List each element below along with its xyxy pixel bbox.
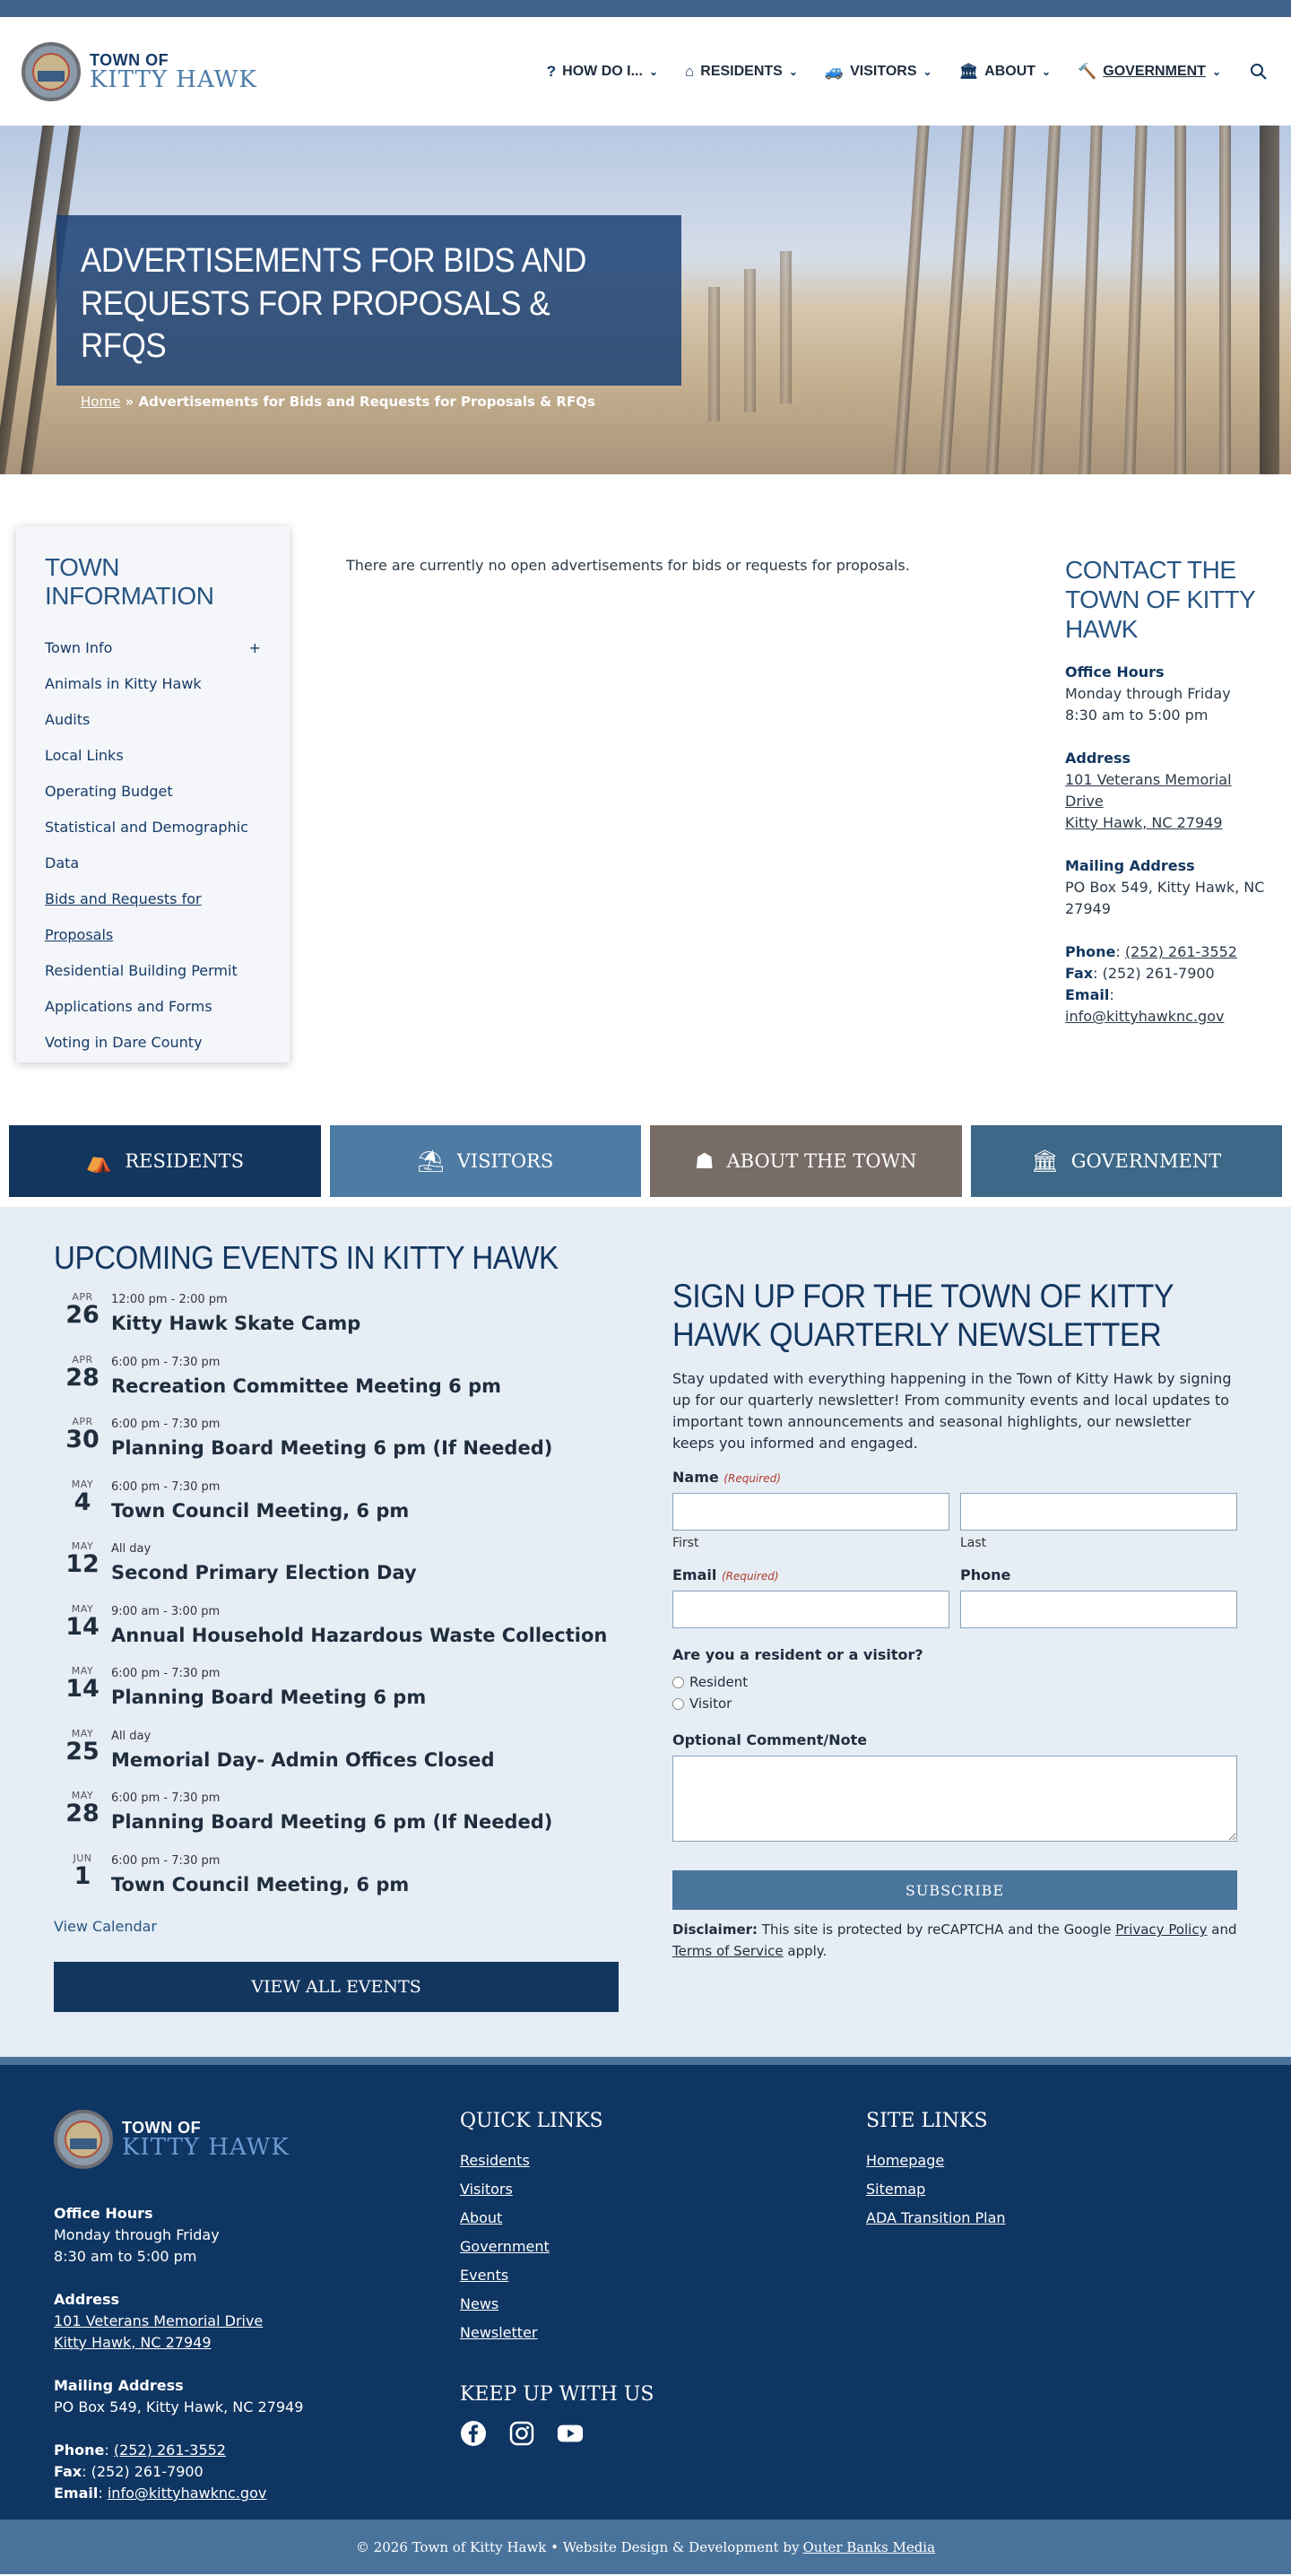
sidebar-item-label: Residential Building Permit Applications and Forms xyxy=(45,962,238,1015)
address-line2-link[interactable]: Kitty Hawk, NC 27949 xyxy=(1065,814,1223,831)
nav-label: GOVERNMENT xyxy=(1103,63,1206,79)
sidebar-item-label: Bids and Requests for Proposals xyxy=(45,890,202,943)
quick-link-visitors[interactable]: Visitors xyxy=(460,2181,513,2198)
home-icon: ⌂ xyxy=(685,62,695,80)
event-day: 1 xyxy=(74,1861,91,1890)
event-month: MAY xyxy=(71,1790,94,1801)
building-icon: 🏛 xyxy=(1031,1149,1059,1174)
events-title: UPCOMING EVENTS IN KITTY HAWK xyxy=(54,1239,559,1276)
event-item[interactable] xyxy=(54,1354,619,1417)
events-newsletter-band xyxy=(0,1207,1291,2065)
office-hours-times: 8:30 am to 5:00 pm xyxy=(1065,707,1209,724)
quick-links-title: QUICK LINKS xyxy=(460,2110,603,2132)
radio-label: Visitor xyxy=(689,1696,732,1712)
logo-small-text: TOWN OF xyxy=(90,50,169,69)
nav-label: VISITORS xyxy=(850,63,917,79)
site-header xyxy=(0,17,1291,126)
event-month: MAY xyxy=(71,1540,94,1552)
social-links xyxy=(460,2420,866,2447)
nav-how-do-i[interactable] xyxy=(547,63,658,81)
view-all-events-button[interactable]: VIEW ALL EVENTS xyxy=(54,1962,619,2012)
question-icon: ? xyxy=(546,62,557,80)
footer-mailing-value: PO Box 549, Kitty Hawk, NC 27949 xyxy=(54,2398,304,2416)
event-date xyxy=(54,1728,111,1765)
event-time: All day xyxy=(111,1542,152,1556)
sidebar-item-label: Audits xyxy=(45,711,91,728)
disclaimer-label: Disclaimer: xyxy=(672,1921,758,1938)
main-nav xyxy=(547,61,1269,82)
logo-small-text: TOWN OF xyxy=(122,2119,202,2137)
hero-title-box xyxy=(56,215,681,410)
sidebar-item-animals[interactable] xyxy=(45,666,261,702)
event-time: 6:00 pm - 7:30 pm xyxy=(111,1853,221,1868)
nav-label: HOW DO I... xyxy=(562,63,643,79)
quick-tiles xyxy=(0,1125,1291,1197)
site-link-sitemap[interactable]: Sitemap xyxy=(866,2181,926,2198)
tile-label: ABOUT THE TOWN xyxy=(726,1150,917,1172)
nav-label: RESIDENTS xyxy=(700,63,783,79)
tile-residents[interactable] xyxy=(9,1125,321,1197)
building-icon: 🏛 xyxy=(958,62,979,80)
disclaimer-text: This site is protected by reCAPTCHA and the Google xyxy=(758,1921,1116,1938)
top-accent-bar xyxy=(0,0,1291,17)
sidebar-item-statistical-data[interactable] xyxy=(45,810,261,881)
event-time: All day xyxy=(111,1729,152,1743)
fence-post xyxy=(1219,126,1231,474)
event-date xyxy=(54,1790,111,1826)
subscribe-button[interactable]: SUBSCRIBE xyxy=(672,1870,1237,1910)
event-date xyxy=(54,1291,111,1328)
phone-field-label: Phone xyxy=(960,1566,1011,1583)
event-date xyxy=(54,1354,111,1391)
newsletter-description: Stay updated with everything happening in the Town of Kitty Hawk by signing up for our quarterly newsletter! From community events and local updates to important town announcements and seasonal highlights, our newsletter keeps you informed and engaged. xyxy=(672,1370,1232,1452)
office-hours-days: Monday through Friday xyxy=(1065,685,1231,702)
fence-post xyxy=(1079,126,1103,474)
town-seal-icon xyxy=(54,2110,113,2169)
events-section xyxy=(54,1239,619,2057)
first-name-input[interactable] xyxy=(672,1493,949,1531)
event-day: 12 xyxy=(65,1550,100,1578)
event-item[interactable] xyxy=(54,1852,619,1915)
breadcrumb-home-link[interactable]: Home xyxy=(81,393,121,410)
youtube-icon[interactable] xyxy=(557,2420,584,2447)
event-date xyxy=(54,1665,111,1702)
radio-resident[interactable] xyxy=(672,1674,1237,1690)
radio-label: Resident xyxy=(689,1674,749,1690)
fence-post xyxy=(893,126,929,474)
nav-about[interactable] xyxy=(959,63,1052,81)
event-title[interactable]: Town Council Meeting, 6 pm xyxy=(111,1873,410,1895)
footer-fax-label: Fax xyxy=(54,2463,82,2480)
address-line1-link[interactable]: 101 Veterans Memorial Drive xyxy=(1065,771,1232,810)
footer-site-links-column xyxy=(866,2110,1006,2520)
footer-mailing-label: Mailing Address xyxy=(54,2377,184,2394)
first-name-sublabel: First xyxy=(672,1536,699,1550)
footer-address-label: Address xyxy=(54,2291,120,2308)
radio-circle[interactable] xyxy=(672,1677,684,1688)
last-name-input[interactable] xyxy=(960,1493,1237,1531)
phone-label: Phone xyxy=(1065,943,1116,960)
tile-label: RESIDENTS xyxy=(125,1150,245,1172)
event-day: 26 xyxy=(65,1301,100,1329)
event-month: APR xyxy=(72,1353,93,1366)
event-item[interactable] xyxy=(54,1665,619,1728)
event-date xyxy=(54,1603,111,1640)
event-day: 28 xyxy=(65,1800,100,1827)
tile-about-town[interactable] xyxy=(650,1125,962,1197)
hero-banner xyxy=(0,126,1291,474)
recaptcha-disclaimer xyxy=(672,1919,1237,1962)
footer-email-link[interactable]: info@kittyhawknc.gov xyxy=(107,2485,267,2502)
event-item[interactable] xyxy=(54,1728,619,1791)
radio-visitor[interactable] xyxy=(672,1696,1237,1712)
event-title[interactable]: Second Primary Election Day xyxy=(111,1562,417,1583)
sidebar-item-label: Statistical and Demographic Data xyxy=(45,819,248,872)
name-label xyxy=(672,1469,1237,1486)
required-marker: (Required) xyxy=(723,1472,781,1485)
footer-email-label: Email xyxy=(54,2485,99,2502)
chevron-down-icon: ⌄ xyxy=(648,65,658,78)
car-icon: 🚙 xyxy=(824,62,845,80)
email-label-text: Email xyxy=(672,1566,717,1583)
quick-link-government[interactable]: Government xyxy=(460,2238,550,2255)
sidebar-item-building-permit[interactable] xyxy=(45,953,261,1025)
event-month: JUN xyxy=(73,1852,92,1864)
office-hours-label: Office Hours xyxy=(1065,664,1165,681)
footer-logo[interactable] xyxy=(54,2110,460,2169)
site-footer xyxy=(0,2065,1291,2520)
nav-government[interactable] xyxy=(1078,63,1221,81)
umbrella-icon: ⛱ xyxy=(417,1149,445,1174)
copyright-bar xyxy=(0,2520,1291,2574)
disclaimer-apply: apply. xyxy=(783,1943,827,1959)
required-marker: (Required) xyxy=(721,1570,779,1583)
event-month: APR xyxy=(72,1416,93,1427)
fax-value: (252) 261-7900 xyxy=(1102,965,1215,982)
comment-label: Optional Comment/Note xyxy=(672,1731,868,1748)
search-icon xyxy=(1250,63,1268,81)
event-title[interactable]: Kitty Hawk Skate Camp xyxy=(111,1313,361,1334)
fax-label: Fax xyxy=(1065,965,1094,982)
event-month: MAY xyxy=(71,1665,94,1677)
content-area xyxy=(0,474,1291,1125)
event-item[interactable] xyxy=(54,1603,619,1666)
events-list xyxy=(54,1291,619,1914)
footer-phone-label: Phone xyxy=(54,2442,105,2459)
nav-label: ABOUT xyxy=(984,63,1036,79)
event-item[interactable] xyxy=(54,1479,619,1541)
town-icon: ☗ xyxy=(694,1149,715,1174)
mailing-address-label: Mailing Address xyxy=(1065,857,1195,874)
site-logo[interactable] xyxy=(22,42,257,101)
footer-info-column: TOWN OF KITTY HAWK Office Hours Monday through Friday 8:30 am to 5:00 pm Address 101 Veterans Memorial Drive Kitty Hawk, NC 27949 Mailing Address PO Box 549, Kitty Hawk, NC 27949 Phone: (252) 261-3552 Fax: (252) 261-7900 Email: info@kittyhawknc.gov xyxy=(54,2110,460,2520)
privacy-policy-link[interactable]: Privacy Policy xyxy=(1115,1921,1208,1938)
nav-residents[interactable] xyxy=(685,63,798,81)
mailing-address-value: PO Box 549, Kitty Hawk, NC 27949 xyxy=(1065,879,1265,917)
event-title[interactable]: Planning Board Meeting 6 pm (If Needed) xyxy=(111,1811,553,1833)
sidebar-item-audits[interactable] xyxy=(45,702,261,738)
search-button[interactable] xyxy=(1248,61,1269,82)
fence-post xyxy=(986,126,1016,474)
page-title: ADVERTISEMENTS FOR BIDS AND REQUESTS FOR PROPOSALS & RFQS xyxy=(81,242,586,365)
fence-post xyxy=(708,287,720,421)
quick-link-events[interactable]: Events xyxy=(460,2267,509,2284)
sidebar-item-label: Animals in Kitty Hawk xyxy=(45,675,202,692)
chevron-down-icon: ⌄ xyxy=(788,65,798,78)
sidebar-item-town-info[interactable] xyxy=(45,630,261,666)
event-time: 6:00 pm - 7:30 pm xyxy=(111,1791,221,1805)
event-time: 12:00 pm - 2:00 pm xyxy=(111,1293,228,1306)
quick-link-about[interactable]: About xyxy=(460,2209,503,2226)
footer-phone-link[interactable]: (252) 261-3552 xyxy=(113,2442,226,2459)
event-day: 14 xyxy=(65,1612,100,1641)
sidebar-item-local-links[interactable] xyxy=(45,738,261,774)
sidebar-item-voting[interactable] xyxy=(45,1025,261,1061)
event-date xyxy=(54,1416,111,1453)
phone-input[interactable] xyxy=(960,1591,1237,1628)
gavel-icon: 🔨 xyxy=(1078,62,1097,80)
event-day: 25 xyxy=(65,1737,100,1765)
footer-address-line2[interactable]: Kitty Hawk, NC 27949 xyxy=(54,2334,212,2351)
event-item[interactable] xyxy=(54,1291,619,1354)
sidebar xyxy=(16,526,290,1062)
developer-link[interactable]: Outer Banks Media xyxy=(802,2538,936,2555)
event-date xyxy=(54,1852,111,1889)
event-month: MAY xyxy=(71,1727,94,1739)
sidebar-item-label: Operating Budget xyxy=(45,783,173,800)
footer-fax-value: (252) 261-7900 xyxy=(91,2463,204,2480)
fence-post xyxy=(938,126,974,474)
quick-link-residents[interactable]: Residents xyxy=(460,2152,530,2169)
email-label: Email xyxy=(1065,986,1110,1003)
event-date xyxy=(54,1540,111,1577)
quick-link-news[interactable]: News xyxy=(460,2295,499,2312)
disclaimer-and: and xyxy=(1207,1921,1237,1938)
event-item[interactable] xyxy=(54,1790,619,1852)
event-title[interactable]: Annual Household Hazardous Waste Collection xyxy=(111,1624,608,1646)
logo-big-text: KITTY HAWK xyxy=(90,65,257,93)
fence-post xyxy=(1260,126,1279,474)
email-field-label xyxy=(672,1566,949,1583)
footer-address-line1[interactable]: 101 Veterans Memorial Drive xyxy=(54,2312,264,2329)
event-time: 6:00 pm - 7:30 pm xyxy=(111,1355,221,1369)
address-label: Address xyxy=(1065,750,1131,767)
sidebar-item-label: Voting in Dare County xyxy=(45,1034,203,1051)
site-link-homepage[interactable]: Homepage xyxy=(866,2152,945,2169)
breadcrumb xyxy=(81,394,657,410)
main-message: There are currently no open advertisements for bids or requests for proposals. xyxy=(346,557,910,574)
event-title[interactable]: Town Council Meeting, 6 pm xyxy=(111,1499,410,1522)
event-item[interactable] xyxy=(54,1540,619,1603)
fence-post xyxy=(1174,126,1186,474)
event-time: 6:00 pm - 7:30 pm xyxy=(111,1667,221,1680)
phone-link[interactable]: (252) 261-3552 xyxy=(1124,943,1237,960)
sidebar-item-operating-budget[interactable] xyxy=(45,774,261,810)
residents-icon: ⛺ xyxy=(85,1149,113,1174)
tile-government[interactable] xyxy=(971,1125,1283,1197)
newsletter-section xyxy=(672,1239,1237,2057)
fence-post xyxy=(1031,126,1061,474)
event-day: 30 xyxy=(65,1426,100,1453)
copyright-text: © 2026 Town of Kitty Hawk • Website Design & Development by xyxy=(355,2538,800,2555)
breadcrumb-separator: » xyxy=(120,393,139,410)
fence-post xyxy=(744,269,756,412)
event-day: 28 xyxy=(65,1363,100,1392)
event-month: MAY xyxy=(71,1478,94,1490)
sidebar-item-bids-proposals[interactable] xyxy=(45,881,261,953)
event-date xyxy=(54,1479,111,1515)
event-day: 4 xyxy=(74,1487,91,1516)
event-title[interactable]: Planning Board Meeting 6 pm xyxy=(111,1687,427,1708)
facebook-icon[interactable] xyxy=(460,2420,487,2447)
event-month: MAY xyxy=(71,1602,94,1615)
site-links-title: SITE LINKS xyxy=(866,2110,988,2132)
site-link-ada-plan[interactable]: ADA Transition Plan xyxy=(866,2209,1006,2226)
tile-label: VISITORS xyxy=(456,1150,554,1172)
comment-textarea[interactable] xyxy=(672,1756,1237,1842)
sidebar-title: TOWN INFORMATION xyxy=(45,553,214,610)
resident-question: Are you a resident or a visitor? xyxy=(672,1646,923,1663)
radio-circle[interactable] xyxy=(672,1698,684,1710)
event-title[interactable]: Recreation Committee Meeting 6 pm xyxy=(111,1375,501,1397)
terms-link[interactable]: Terms of Service xyxy=(672,1943,784,1959)
logo-big-text: KITTY HAWK xyxy=(122,2134,290,2161)
footer-office-days: Monday through Friday xyxy=(54,2226,220,2243)
nav-visitors[interactable] xyxy=(825,63,932,81)
event-time: 9:00 am - 3:00 pm xyxy=(111,1604,221,1618)
contact-panel: CONTACT THE TOWN OF KITTY HAWK Office Hours Monday through Friday 8:30 am to 5:00 pm Address 101 Veterans Memorial Drive Kitty Hawk, NC 27949 Mailing Address PO Box 549, Kitty Hawk, NC 27949 Phone: (252) 261-3552 Fax: (252) 261-7900 Email: info@kittyhawknc.gov xyxy=(1065,526,1271,1125)
view-calendar-link[interactable]: View Calendar xyxy=(54,1918,157,1935)
email-input[interactable] xyxy=(672,1591,949,1628)
chevron-down-icon: ⌄ xyxy=(923,65,932,78)
fence-post xyxy=(1123,126,1148,474)
footer-office-times: 8:30 am to 5:00 pm xyxy=(54,2248,197,2265)
event-item[interactable] xyxy=(54,1416,619,1479)
social-title: KEEP UP WITH US xyxy=(460,2383,654,2406)
event-day: 14 xyxy=(65,1675,100,1703)
event-time: 6:00 pm - 7:30 pm xyxy=(111,1418,221,1431)
contact-title: CONTACT THE TOWN OF KITTY HAWK xyxy=(1065,556,1255,643)
footer-office-label: Office Hours xyxy=(54,2205,153,2222)
instagram-icon[interactable] xyxy=(508,2420,535,2447)
event-title[interactable]: Planning Board Meeting 6 pm (If Needed) xyxy=(111,1437,553,1459)
last-name-sublabel: Last xyxy=(960,1536,987,1550)
name-label-text: Name xyxy=(672,1469,719,1486)
expand-plus-icon[interactable]: + xyxy=(248,639,261,656)
tile-label: GOVERNMENT xyxy=(1070,1150,1222,1172)
email-link[interactable]: info@kittyhawknc.gov xyxy=(1065,1008,1225,1025)
town-seal-icon xyxy=(22,42,81,101)
newsletter-title: SIGN UP FOR THE TOWN OF KITTY HAWK QUARTERLY NEWSLETTER xyxy=(672,1278,1174,1353)
footer-quick-links-column xyxy=(460,2110,866,2520)
fence-post xyxy=(780,251,792,403)
chevron-down-icon: ⌄ xyxy=(1211,65,1221,78)
sidebar-item-label: Town Info xyxy=(45,639,113,656)
event-title[interactable]: Memorial Day- Admin Offices Closed xyxy=(111,1748,495,1771)
sidebar-item-label: Local Links xyxy=(45,747,124,764)
breadcrumb-current: Advertisements for Bids and Requests for Proposals & RFQs xyxy=(138,393,595,410)
event-time: 6:00 pm - 7:30 pm xyxy=(111,1479,221,1494)
chevron-down-icon: ⌄ xyxy=(1042,65,1052,78)
quick-link-newsletter[interactable]: Newsletter xyxy=(460,2324,538,2341)
tile-visitors[interactable] xyxy=(330,1125,642,1197)
event-month: APR xyxy=(72,1291,93,1303)
